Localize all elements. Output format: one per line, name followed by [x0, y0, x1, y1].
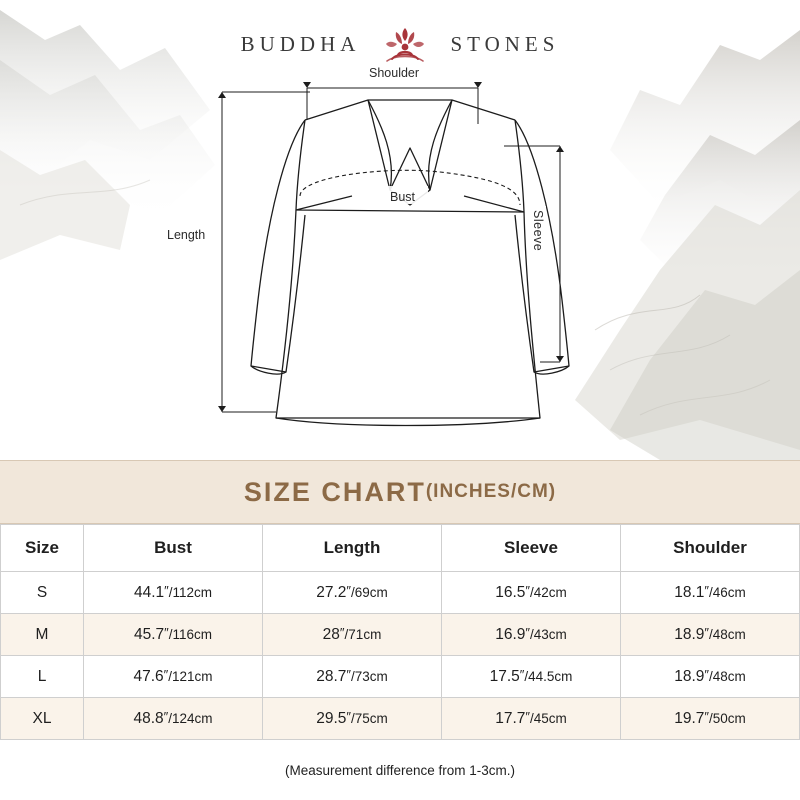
- cell-shoulder: 18.9″/48cm: [621, 656, 800, 698]
- cell-length: 27.2″/69cm: [263, 572, 442, 614]
- size-chart-title-bar: [0, 460, 800, 524]
- cell-length: 28.7″/73cm: [263, 656, 442, 698]
- lotus-meditation-icon: [374, 22, 436, 66]
- cell-length: 29.5″/75cm: [263, 698, 442, 740]
- size-chart-title-units: (INCHES/CM): [425, 481, 557, 502]
- cell-size: L: [1, 656, 84, 698]
- brand-word-right: STONES: [450, 31, 560, 56]
- cell-shoulder: 18.1″/46cm: [621, 572, 800, 614]
- column-header-size: Size: [1, 525, 84, 572]
- size-chart-section: [0, 460, 800, 800]
- table-row: [1, 656, 800, 698]
- table-row: [1, 698, 800, 740]
- diagram-label-bust: Bust: [390, 190, 416, 204]
- table-row: [1, 614, 800, 656]
- cell-bust: 47.6″/121cm: [84, 656, 263, 698]
- table-header-row: [1, 525, 800, 572]
- cell-sleeve: 17.5″/44.5cm: [442, 656, 621, 698]
- column-header-length: Length: [263, 525, 442, 572]
- cell-length: 28″/71cm: [263, 614, 442, 656]
- column-header-shoulder: Shoulder: [621, 525, 800, 572]
- column-header-bust: Bust: [84, 525, 263, 572]
- cell-sleeve: 16.9″/43cm: [442, 614, 621, 656]
- diagram-label-length: Length: [167, 228, 206, 242]
- cell-sleeve: 17.7″/45cm: [442, 698, 621, 740]
- cell-bust: 48.8″/124cm: [84, 698, 263, 740]
- brand-word-left: BUDDHA: [240, 31, 361, 56]
- column-header-sleeve: Sleeve: [442, 525, 621, 572]
- size-chart-title: SIZE CHART: [243, 476, 426, 507]
- cell-size: M: [1, 614, 84, 656]
- cell-shoulder: 19.7″/50cm: [621, 698, 800, 740]
- brand-lockup: [0, 22, 800, 66]
- cell-sleeve: 16.5″/42cm: [442, 572, 621, 614]
- cell-shoulder: 18.9″/48cm: [621, 614, 800, 656]
- measurement-note: (Measurement difference from 1-3cm.): [284, 763, 516, 778]
- diagram-label-sleeve: Sleeve: [531, 210, 545, 252]
- cell-bust: 45.7″/116cm: [84, 614, 263, 656]
- diagram-label-shoulder: Shoulder: [369, 66, 420, 80]
- size-table: [0, 524, 800, 740]
- table-row: [1, 572, 800, 614]
- cell-size: XL: [1, 698, 84, 740]
- cell-size: S: [1, 572, 84, 614]
- cell-bust: 44.1″/112cm: [84, 572, 263, 614]
